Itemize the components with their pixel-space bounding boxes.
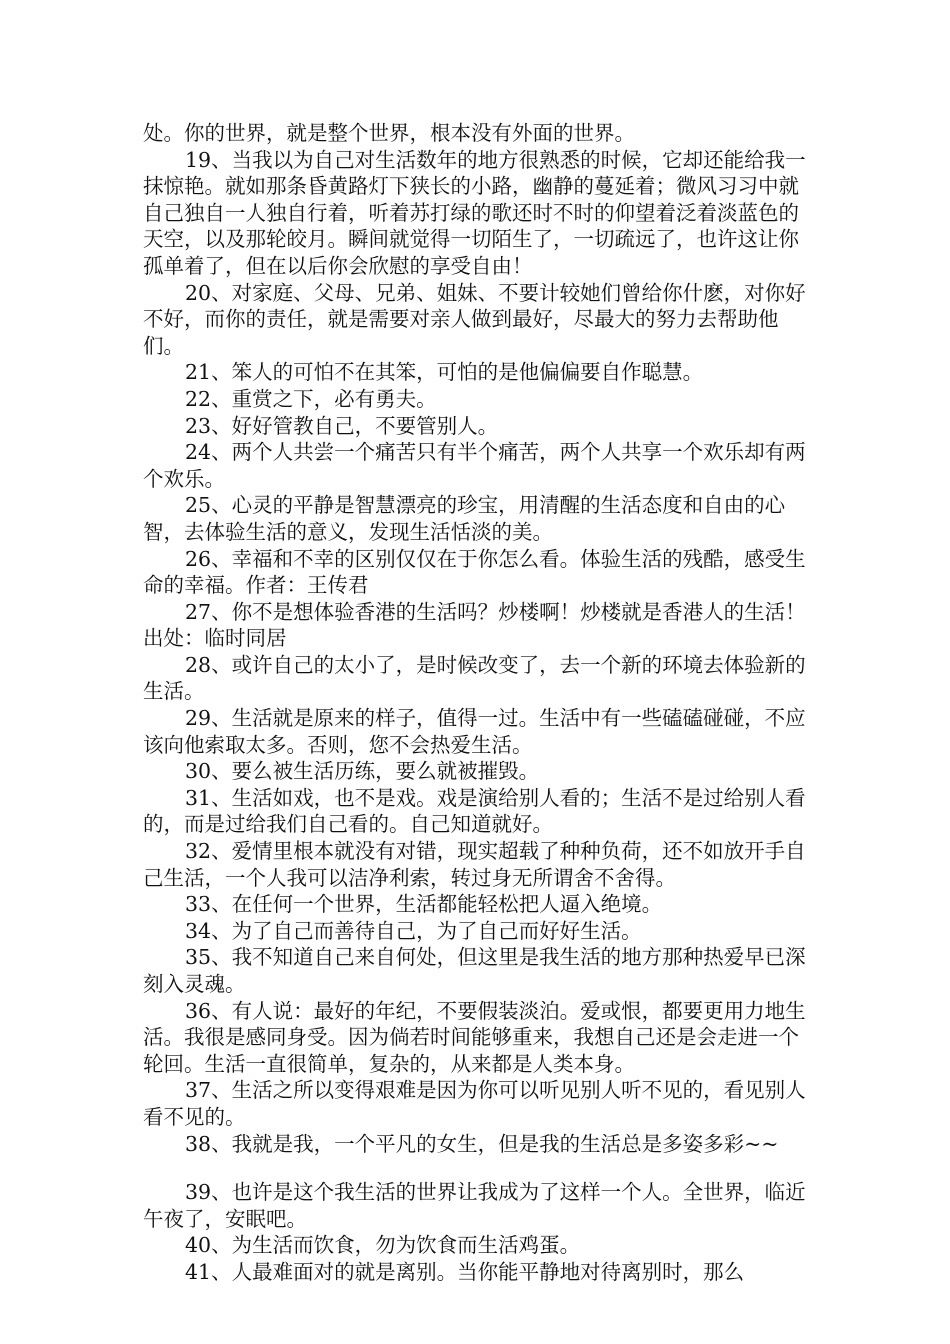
paragraph-29: 29、生活就是原来的样子，值得一过。生活中有一些磕磕碰碰，不应该向他索取太多。否则，您不会热爱生活。 (143, 706, 806, 757)
paragraph-39: 39、也许是这个我生活的世界让我成为了这样一个人。全世界，临近午夜了，安眠吧。 (143, 1180, 806, 1231)
paragraph-28: 28、或许自己的太小了，是时候改变了，去一个新的环境去体验新的生活。 (143, 652, 806, 704)
paragraph-27: 27、你不是想体验香港的生活吗？炒楼啊！炒楼就是香港人的生活！出处：临时同居 (143, 599, 806, 651)
paragraph-33: 33、在任何一个世界，生活都能轻松把人逼入绝境。 (185, 892, 663, 917)
paragraph-25: 25、心灵的平静是智慧漂亮的珍宝，用清醒的生活态度和自由的心智，去体验生活的意义，发现生活恬淡的美。 (143, 493, 786, 544)
paragraph-23: 23、好好管教自己，不要管别人。 (185, 413, 499, 438)
paragraph-38: 38、我就是我，一个平凡的女生，但是我的生活总是多姿多彩~~ (185, 1131, 779, 1156)
paragraph-31: 31、生活如戏，也不是戏。戏是演给别人看的；生活不是过给别人看的，而是过给我们自己看的。自己知道就好。 (143, 785, 806, 837)
paragraph-26: 26、幸福和不幸的区别仅仅在于你怎么看。体验生活的残酷，感受生命的幸福。作者：王传君 (143, 546, 806, 598)
paragraph-30: 30、要么被生活历练，要么就被摧毁。 (185, 759, 540, 784)
paragraph-21: 21、笨人的可怕不在其笨，可怕的是他偏偏要自作聪慧。 (185, 360, 704, 385)
paragraph-20: 20、对家庭、父母、兄弟、姐妹、不要计较她们曾给你什麽，对你好不好，而你的责任，就是需要对亲人做到最好，尽最大的努力去帮助他们。 (143, 280, 806, 358)
paragraph-19: 19、当我以为自己对生活数年的地方很熟悉的时候，它却还能给我一抹惊艳。就如那条昏黄路灯下狭长的小路，幽静的蔓延着；微风习习中就自己独自一人独自行着，听着苏打绿的歌还时不时的仰望着泛着淡蓝色的天空，以及那轮皎月。瞬间就觉得一切陌生了，一切疏远了，也许这让你孤单着了，但在以后你会欣慰的享受自由！ (143, 147, 806, 278)
paragraph-32: 32、爱情里根本就没有对错，现实超载了种种负荷，还不如放开手自己生活，一个人我可以洁净利索，转过身无所谓舍不舍得。 (143, 839, 806, 890)
paragraph-40: 40、为生活而饮食，勿为饮食而生活鸡蛋。 (185, 1233, 581, 1258)
paragraph-37: 37、生活之所以变得艰难是因为你可以听见别人听不见的，看见别人看不见的。 (143, 1078, 806, 1129)
paragraph-36: 36、有人说：最好的年纪，不要假装淡泊。爱或恨，都要更用力地生活。我很是感同身受。因为倘若时间能够重来，我想自己还是会走进一个轮回。生活一直很简单，复杂的，从来都是人类本身。 (143, 998, 806, 1076)
paragraph-41: 41、人最难面对的就是离别。当你能平静地对待离别时，那么 (185, 1259, 745, 1284)
paragraph-22: 22、重赏之下，必有勇夫。 (185, 386, 437, 411)
paragraph-35: 35、我不知道自己来自何处，但这里是我生活的地方那种热爱早已深刻入灵魂。 (143, 945, 806, 996)
body-text (143, 120, 813, 1286)
paragraph-24: 24、两个人共尝一个痛苦只有半个痛苦，两个人共享一个欢乐却有两个欢乐。 (143, 440, 806, 491)
paragraph-continuation: 处。你的世界，就是整个世界，根本没有外面的世界。 (143, 121, 635, 145)
paragraph-34: 34、为了自己而善待自己，为了自己而好好生活。 (185, 918, 642, 943)
